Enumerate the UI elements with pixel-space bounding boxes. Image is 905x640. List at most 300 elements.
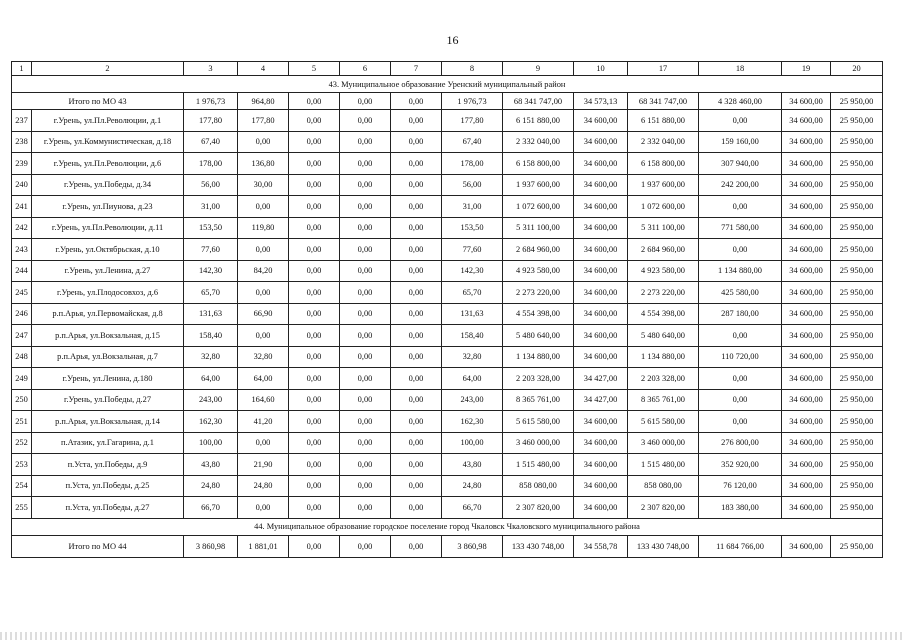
table-row bbox=[12, 153, 883, 175]
row-index: 242 bbox=[12, 217, 32, 239]
row-value: 1 072 600,00 bbox=[628, 196, 699, 218]
row-value: 34 600,00 bbox=[782, 110, 831, 132]
row-value: 1 134 880,00 bbox=[699, 260, 782, 282]
row-value: 66,90 bbox=[238, 303, 289, 325]
row-value: 0,00 bbox=[340, 411, 391, 433]
row-value: 34 600,00 bbox=[782, 153, 831, 175]
row-value: 0,00 bbox=[391, 131, 442, 153]
row-value: 0,00 bbox=[289, 217, 340, 239]
row-value: 34 427,00 bbox=[574, 368, 628, 390]
column-number-header: 4 bbox=[238, 62, 289, 76]
row-value: 1 515 480,00 bbox=[628, 454, 699, 476]
table-row bbox=[12, 411, 883, 433]
row-value: 34 600,00 bbox=[782, 497, 831, 519]
row-value: 34 600,00 bbox=[782, 411, 831, 433]
row-address: г.Урень, ул.Пл.Революции, д.11 bbox=[32, 217, 184, 239]
total-value: 34 558,78 bbox=[574, 535, 628, 557]
row-index: 255 bbox=[12, 497, 32, 519]
row-value: 34 600,00 bbox=[574, 303, 628, 325]
row-value: 25 950,00 bbox=[831, 303, 883, 325]
row-value: 34 600,00 bbox=[574, 110, 628, 132]
row-value: 0,00 bbox=[289, 411, 340, 433]
row-value: 0,00 bbox=[340, 389, 391, 411]
total-value: 25 950,00 bbox=[831, 93, 883, 110]
row-value: 0,00 bbox=[289, 389, 340, 411]
row-value: 2 684 960,00 bbox=[503, 239, 574, 261]
row-value: 0,00 bbox=[699, 196, 782, 218]
total-value: 11 684 766,00 bbox=[699, 535, 782, 557]
row-address: г.Урень, ул.Ленина, д.180 bbox=[32, 368, 184, 390]
row-value: 0,00 bbox=[391, 368, 442, 390]
table-row bbox=[12, 196, 883, 218]
row-value: 178,00 bbox=[184, 153, 238, 175]
row-value: 34 600,00 bbox=[782, 196, 831, 218]
row-value: 0,00 bbox=[699, 239, 782, 261]
row-value: 0,00 bbox=[289, 282, 340, 304]
row-value: 0,00 bbox=[699, 110, 782, 132]
row-value: 0,00 bbox=[238, 131, 289, 153]
table-row bbox=[12, 217, 883, 239]
row-value: 34 600,00 bbox=[574, 196, 628, 218]
row-value: 2 307 820,00 bbox=[628, 497, 699, 519]
row-value: 41,20 bbox=[238, 411, 289, 433]
row-value: 31,00 bbox=[184, 196, 238, 218]
row-value: 25 950,00 bbox=[831, 389, 883, 411]
total-label: Итого по МО 43 bbox=[12, 93, 184, 110]
row-value: 34 427,00 bbox=[574, 389, 628, 411]
row-value: 159 160,00 bbox=[699, 131, 782, 153]
row-value: 76 120,00 bbox=[699, 475, 782, 497]
column-number-row bbox=[12, 62, 883, 76]
row-value: 1 134 880,00 bbox=[503, 346, 574, 368]
row-address: г.Урень, ул.Победы, д.34 bbox=[32, 174, 184, 196]
row-value: 34 600,00 bbox=[782, 239, 831, 261]
row-value: 158,40 bbox=[184, 325, 238, 347]
row-value: 0,00 bbox=[340, 346, 391, 368]
row-value: 3 460 000,00 bbox=[503, 432, 574, 454]
table-row bbox=[12, 475, 883, 497]
row-value: 32,80 bbox=[442, 346, 503, 368]
column-number-header: 7 bbox=[391, 62, 442, 76]
row-index: 253 bbox=[12, 454, 32, 476]
row-value: 5 615 580,00 bbox=[628, 411, 699, 433]
row-value: 6 151 880,00 bbox=[628, 110, 699, 132]
row-value: 25 950,00 bbox=[831, 174, 883, 196]
row-value: 0,00 bbox=[289, 454, 340, 476]
row-value: 34 600,00 bbox=[782, 217, 831, 239]
table-row bbox=[12, 239, 883, 261]
row-value: 0,00 bbox=[340, 131, 391, 153]
row-value: 0,00 bbox=[699, 411, 782, 433]
total-value: 3 860,98 bbox=[442, 535, 503, 557]
total-value: 0,00 bbox=[289, 93, 340, 110]
row-value: 0,00 bbox=[340, 217, 391, 239]
row-value: 243,00 bbox=[184, 389, 238, 411]
row-value: 1 937 600,00 bbox=[628, 174, 699, 196]
row-address: п.Уста, ул.Победы, д.27 bbox=[32, 497, 184, 519]
row-value: 34 600,00 bbox=[574, 325, 628, 347]
table-row bbox=[12, 282, 883, 304]
row-value: 2 203 328,00 bbox=[503, 368, 574, 390]
row-index: 251 bbox=[12, 411, 32, 433]
row-value: 0,00 bbox=[238, 282, 289, 304]
total-value: 1 881,01 bbox=[238, 535, 289, 557]
row-value: 0,00 bbox=[391, 325, 442, 347]
row-value: 0,00 bbox=[289, 475, 340, 497]
row-value: 32,80 bbox=[184, 346, 238, 368]
row-value: 34 600,00 bbox=[574, 432, 628, 454]
row-index: 244 bbox=[12, 260, 32, 282]
row-value: 0,00 bbox=[238, 497, 289, 519]
column-number-header: 5 bbox=[289, 62, 340, 76]
row-value: 177,80 bbox=[184, 110, 238, 132]
row-value: 100,00 bbox=[442, 432, 503, 454]
row-value: 34 600,00 bbox=[574, 346, 628, 368]
row-value: 242 200,00 bbox=[699, 174, 782, 196]
row-value: 0,00 bbox=[391, 217, 442, 239]
row-value: 0,00 bbox=[289, 239, 340, 261]
row-value: 0,00 bbox=[391, 110, 442, 132]
row-value: 25 950,00 bbox=[831, 217, 883, 239]
row-value: 25 950,00 bbox=[831, 454, 883, 476]
row-value: 67,40 bbox=[184, 131, 238, 153]
row-value: 1 937 600,00 bbox=[503, 174, 574, 196]
row-value: 0,00 bbox=[289, 196, 340, 218]
row-value: 1 515 480,00 bbox=[503, 454, 574, 476]
row-value: 64,00 bbox=[442, 368, 503, 390]
row-value: 0,00 bbox=[391, 432, 442, 454]
row-value: 5 615 580,00 bbox=[503, 411, 574, 433]
row-value: 0,00 bbox=[238, 239, 289, 261]
row-index: 252 bbox=[12, 432, 32, 454]
row-value: 0,00 bbox=[238, 196, 289, 218]
row-value: 64,00 bbox=[238, 368, 289, 390]
row-value: 0,00 bbox=[289, 174, 340, 196]
total-label: Итого по МО 44 bbox=[12, 535, 184, 557]
row-value: 24,80 bbox=[184, 475, 238, 497]
row-value: 25 950,00 bbox=[831, 325, 883, 347]
row-value: 164,60 bbox=[238, 389, 289, 411]
row-value: 100,00 bbox=[184, 432, 238, 454]
row-value: 8 365 761,00 bbox=[503, 389, 574, 411]
table-row bbox=[12, 389, 883, 411]
row-value: 153,50 bbox=[184, 217, 238, 239]
table-row bbox=[12, 368, 883, 390]
section-title: 43. Муниципальное образование Уренский муниципальный район bbox=[12, 76, 883, 93]
row-value: 34 600,00 bbox=[782, 454, 831, 476]
row-value: 66,70 bbox=[442, 497, 503, 519]
row-value: 0,00 bbox=[289, 325, 340, 347]
row-value: 34 600,00 bbox=[574, 475, 628, 497]
row-address: г.Урень, ул.Октябрьская, д.10 bbox=[32, 239, 184, 261]
row-address: г.Урень, ул.Ленина, д.27 bbox=[32, 260, 184, 282]
table-row bbox=[12, 174, 883, 196]
row-value: 0,00 bbox=[340, 153, 391, 175]
table-row bbox=[12, 325, 883, 347]
row-value: 243,00 bbox=[442, 389, 503, 411]
column-number-header: 9 bbox=[503, 62, 574, 76]
row-value: 307 940,00 bbox=[699, 153, 782, 175]
row-value: 162,30 bbox=[184, 411, 238, 433]
row-value: 0,00 bbox=[340, 174, 391, 196]
total-value: 0,00 bbox=[391, 535, 442, 557]
column-number-header: 18 bbox=[699, 62, 782, 76]
row-value: 24,80 bbox=[442, 475, 503, 497]
row-index: 245 bbox=[12, 282, 32, 304]
total-value: 4 328 460,00 bbox=[699, 93, 782, 110]
row-value: 0,00 bbox=[340, 196, 391, 218]
row-value: 142,30 bbox=[184, 260, 238, 282]
row-value: 77,60 bbox=[442, 239, 503, 261]
scan-edge-artifact bbox=[0, 632, 905, 640]
row-value: 136,80 bbox=[238, 153, 289, 175]
row-value: 4 923 580,00 bbox=[503, 260, 574, 282]
row-value: 34 600,00 bbox=[782, 325, 831, 347]
row-value: 0,00 bbox=[340, 282, 391, 304]
total-value: 1 976,73 bbox=[184, 93, 238, 110]
row-value: 0,00 bbox=[289, 110, 340, 132]
row-value: 25 950,00 bbox=[831, 153, 883, 175]
row-value: 0,00 bbox=[391, 411, 442, 433]
row-value: 0,00 bbox=[289, 432, 340, 454]
row-value: 24,80 bbox=[238, 475, 289, 497]
row-address: р.п.Арья, ул.Вокзальная, д.14 bbox=[32, 411, 184, 433]
row-value: 131,63 bbox=[184, 303, 238, 325]
row-value: 0,00 bbox=[391, 260, 442, 282]
row-value: 32,80 bbox=[238, 346, 289, 368]
section-title-row bbox=[12, 518, 883, 535]
row-value: 0,00 bbox=[340, 368, 391, 390]
row-value: 0,00 bbox=[340, 239, 391, 261]
row-value: 0,00 bbox=[340, 260, 391, 282]
section-total-row bbox=[12, 93, 883, 110]
section-title: 44. Муниципальное образование городское поселение город Чкаловск Чкаловского муниципального района bbox=[12, 518, 883, 535]
row-value: 0,00 bbox=[238, 432, 289, 454]
row-index: 248 bbox=[12, 346, 32, 368]
row-value: 0,00 bbox=[289, 497, 340, 519]
column-number-header: 6 bbox=[340, 62, 391, 76]
row-value: 21,90 bbox=[238, 454, 289, 476]
row-value: 5 311 100,00 bbox=[503, 217, 574, 239]
row-value: 287 180,00 bbox=[699, 303, 782, 325]
row-value: 5 311 100,00 bbox=[628, 217, 699, 239]
row-value: 6 158 800,00 bbox=[628, 153, 699, 175]
row-value: 0,00 bbox=[238, 325, 289, 347]
table-row bbox=[12, 110, 883, 132]
row-address: г.Урень, ул.Пиунова, д.23 bbox=[32, 196, 184, 218]
row-value: 178,00 bbox=[442, 153, 503, 175]
row-index: 254 bbox=[12, 475, 32, 497]
row-value: 0,00 bbox=[289, 153, 340, 175]
row-value: 25 950,00 bbox=[831, 131, 883, 153]
row-value: 31,00 bbox=[442, 196, 503, 218]
row-value: 110 720,00 bbox=[699, 346, 782, 368]
row-value: 56,00 bbox=[442, 174, 503, 196]
row-value: 25 950,00 bbox=[831, 282, 883, 304]
row-index: 237 bbox=[12, 110, 32, 132]
row-value: 0,00 bbox=[340, 475, 391, 497]
total-value: 133 430 748,00 bbox=[628, 535, 699, 557]
row-value: 142,30 bbox=[442, 260, 503, 282]
row-index: 249 bbox=[12, 368, 32, 390]
column-number-header: 19 bbox=[782, 62, 831, 76]
row-address: р.п.Арья, ул.Первомайская, д.8 bbox=[32, 303, 184, 325]
row-value: 25 950,00 bbox=[831, 368, 883, 390]
row-address: р.п.Арья, ул.Вокзальная, д.15 bbox=[32, 325, 184, 347]
row-index: 239 bbox=[12, 153, 32, 175]
row-value: 34 600,00 bbox=[574, 153, 628, 175]
column-number-header: 8 bbox=[442, 62, 503, 76]
row-value: 43,80 bbox=[442, 454, 503, 476]
row-value: 0,00 bbox=[391, 389, 442, 411]
row-value: 5 480 640,00 bbox=[503, 325, 574, 347]
row-value: 771 580,00 bbox=[699, 217, 782, 239]
row-value: 34 600,00 bbox=[574, 217, 628, 239]
row-value: 0,00 bbox=[340, 497, 391, 519]
row-value: 3 460 000,00 bbox=[628, 432, 699, 454]
row-value: 56,00 bbox=[184, 174, 238, 196]
row-index: 243 bbox=[12, 239, 32, 261]
row-value: 34 600,00 bbox=[574, 454, 628, 476]
section-title-row bbox=[12, 76, 883, 93]
column-number-header: 1 bbox=[12, 62, 32, 76]
row-address: р.п.Арья, ул.Вокзальная, д.7 bbox=[32, 346, 184, 368]
row-value: 34 600,00 bbox=[574, 174, 628, 196]
row-address: г.Урень, ул.Победы, д.27 bbox=[32, 389, 184, 411]
table-row bbox=[12, 432, 883, 454]
row-value: 0,00 bbox=[289, 346, 340, 368]
row-value: 131,63 bbox=[442, 303, 503, 325]
table-row bbox=[12, 303, 883, 325]
column-number-header: 17 bbox=[628, 62, 699, 76]
row-value: 2 332 040,00 bbox=[503, 131, 574, 153]
row-value: 34 600,00 bbox=[574, 260, 628, 282]
row-value: 2 307 820,00 bbox=[503, 497, 574, 519]
row-value: 34 600,00 bbox=[782, 475, 831, 497]
renovation-table bbox=[11, 61, 883, 558]
column-number-header: 2 bbox=[32, 62, 184, 76]
row-value: 0,00 bbox=[699, 368, 782, 390]
row-value: 65,70 bbox=[442, 282, 503, 304]
row-value: 183 380,00 bbox=[699, 497, 782, 519]
row-address: г.Урень, ул.Пл.Революции, д.1 bbox=[32, 110, 184, 132]
row-value: 858 080,00 bbox=[628, 475, 699, 497]
row-value: 66,70 bbox=[184, 497, 238, 519]
row-value: 2 273 220,00 bbox=[628, 282, 699, 304]
row-address: п.Атазик, ул.Гагарина, д.1 bbox=[32, 432, 184, 454]
row-address: п.Уста, ул.Победы, д.9 bbox=[32, 454, 184, 476]
row-value: 25 950,00 bbox=[831, 239, 883, 261]
row-value: 64,00 bbox=[184, 368, 238, 390]
total-value: 0,00 bbox=[340, 535, 391, 557]
row-value: 6 158 800,00 bbox=[503, 153, 574, 175]
row-value: 6 151 880,00 bbox=[503, 110, 574, 132]
row-value: 0,00 bbox=[391, 303, 442, 325]
row-value: 5 480 640,00 bbox=[628, 325, 699, 347]
row-value: 34 600,00 bbox=[782, 174, 831, 196]
row-value: 0,00 bbox=[340, 110, 391, 132]
row-value: 34 600,00 bbox=[782, 346, 831, 368]
row-index: 246 bbox=[12, 303, 32, 325]
total-value: 68 341 747,00 bbox=[503, 93, 574, 110]
row-value: 77,60 bbox=[184, 239, 238, 261]
row-value: 0,00 bbox=[340, 432, 391, 454]
row-value: 276 800,00 bbox=[699, 432, 782, 454]
row-value: 177,80 bbox=[442, 110, 503, 132]
row-value: 34 600,00 bbox=[782, 260, 831, 282]
row-value: 34 600,00 bbox=[574, 497, 628, 519]
row-value: 1 134 880,00 bbox=[628, 346, 699, 368]
total-value: 0,00 bbox=[391, 93, 442, 110]
table-row bbox=[12, 131, 883, 153]
total-value: 34 600,00 bbox=[782, 93, 831, 110]
row-value: 0,00 bbox=[391, 497, 442, 519]
row-address: г.Урень, ул.Плодосовхоз, д.6 bbox=[32, 282, 184, 304]
column-number-header: 3 bbox=[184, 62, 238, 76]
total-value: 34 573,13 bbox=[574, 93, 628, 110]
row-address: п.Уста, ул.Победы, д.25 bbox=[32, 475, 184, 497]
row-value: 158,40 bbox=[442, 325, 503, 347]
row-value: 0,00 bbox=[340, 325, 391, 347]
row-value: 25 950,00 bbox=[831, 432, 883, 454]
table-row bbox=[12, 454, 883, 476]
row-value: 34 600,00 bbox=[782, 303, 831, 325]
table-row bbox=[12, 260, 883, 282]
page-number: 16 bbox=[446, 33, 459, 47]
row-value: 0,00 bbox=[289, 131, 340, 153]
row-value: 162,30 bbox=[442, 411, 503, 433]
total-value: 964,80 bbox=[238, 93, 289, 110]
row-value: 0,00 bbox=[391, 239, 442, 261]
row-value: 4 923 580,00 bbox=[628, 260, 699, 282]
row-value: 25 950,00 bbox=[831, 411, 883, 433]
table-row bbox=[12, 497, 883, 519]
row-value: 119,80 bbox=[238, 217, 289, 239]
section-total-row bbox=[12, 535, 883, 557]
row-value: 0,00 bbox=[340, 454, 391, 476]
row-value: 25 950,00 bbox=[831, 260, 883, 282]
row-value: 84,20 bbox=[238, 260, 289, 282]
row-value: 2 203 328,00 bbox=[628, 368, 699, 390]
total-value: 3 860,98 bbox=[184, 535, 238, 557]
row-value: 0,00 bbox=[699, 389, 782, 411]
row-value: 0,00 bbox=[391, 174, 442, 196]
row-value: 34 600,00 bbox=[782, 389, 831, 411]
total-value: 68 341 747,00 bbox=[628, 93, 699, 110]
row-value: 0,00 bbox=[340, 303, 391, 325]
total-value: 25 950,00 bbox=[831, 535, 883, 557]
row-value: 0,00 bbox=[289, 368, 340, 390]
row-value: 2 332 040,00 bbox=[628, 131, 699, 153]
row-value: 25 950,00 bbox=[831, 110, 883, 132]
row-address: г.Урень, ул.Коммунистическая, д.18 bbox=[32, 131, 184, 153]
row-value: 34 600,00 bbox=[782, 131, 831, 153]
row-value: 1 072 600,00 bbox=[503, 196, 574, 218]
row-value: 425 580,00 bbox=[699, 282, 782, 304]
row-value: 34 600,00 bbox=[782, 282, 831, 304]
row-value: 0,00 bbox=[391, 346, 442, 368]
row-value: 4 554 398,00 bbox=[503, 303, 574, 325]
row-value: 8 365 761,00 bbox=[628, 389, 699, 411]
column-number-header: 20 bbox=[831, 62, 883, 76]
row-value: 0,00 bbox=[289, 260, 340, 282]
row-value: 65,70 bbox=[184, 282, 238, 304]
row-value: 25 950,00 bbox=[831, 497, 883, 519]
row-value: 0,00 bbox=[391, 475, 442, 497]
row-value: 858 080,00 bbox=[503, 475, 574, 497]
row-value: 0,00 bbox=[289, 303, 340, 325]
row-address: г.Урень, ул.Пл.Революции, д.6 bbox=[32, 153, 184, 175]
